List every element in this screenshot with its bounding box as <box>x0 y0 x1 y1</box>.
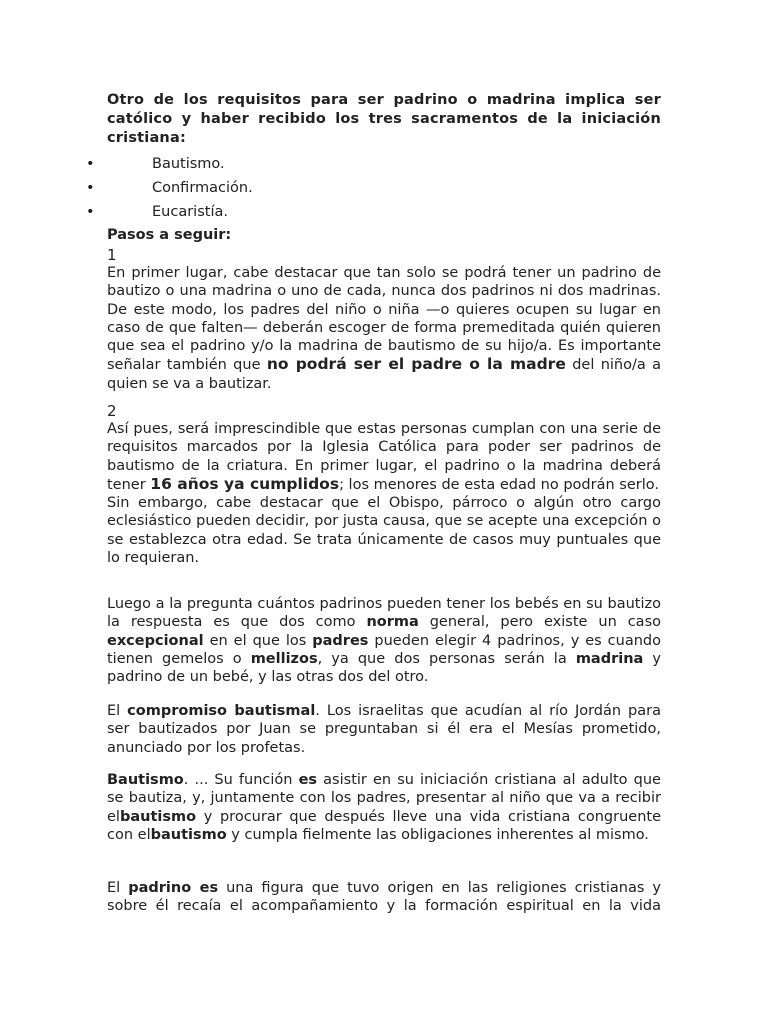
bullet-icon: • <box>86 204 95 220</box>
bullet-icon: • <box>86 156 95 172</box>
text-run: , ya que dos personas serán la <box>317 650 576 667</box>
bold-run: excepcional <box>107 632 204 649</box>
text-run: . Los israelitas que acudían al río Jordán para ser bautizados por Juan se preguntaban si él era el Mesías prometido, anunciado por los profetas. <box>107 703 661 756</box>
steps-heading: Pasos a seguir: <box>107 227 232 243</box>
list-item-label: Eucaristía. <box>152 204 228 220</box>
step-2-text <box>107 420 661 494</box>
bold-run: mellizos <box>250 650 318 667</box>
step-2-bold: 16 años ya cumplidos <box>150 474 340 493</box>
bold-run: compromiso bautismal <box>127 703 316 719</box>
bold-run: es <box>298 772 318 788</box>
step-1 <box>107 247 661 393</box>
list-item-label: Bautismo. <box>152 156 225 172</box>
step-1-text <box>107 264 661 393</box>
bold-run: bautismo <box>119 808 197 825</box>
text-run: pueden elegir 4 padrinos, y es cuando tienen gemelos o <box>107 632 661 667</box>
text-run: El <box>107 880 129 896</box>
step-1-text-a: En primer lugar, cabe destacar que tan solo se podrá tener un padrino de bautizo o una madrina o uno de cada, nunca dos padrinos ni dos madrinas. De este modo, los padres del niño o niña —o quieres ocupen su lugar en caso de que falten— deberán escoger de forma premeditada quién quieren que sea el padrino y/o la madrina de bautismo de su hijo/a. Es importante señalar también que <box>107 265 661 374</box>
paragraph-baptism <box>107 771 661 844</box>
text-run: y cumpla fielmente las obligaciones inherentes al mismo. <box>226 826 649 843</box>
intro-heading: Otro de los requisitos para ser padrino o madrina implica ser católico y haber recibido los tres sacramentos de la iniciación cristiana: <box>107 92 661 146</box>
bold-run: norma <box>366 614 419 631</box>
paragraph-godparents <box>107 595 661 686</box>
step-2 <box>107 403 661 567</box>
bold-run: padrino es <box>128 880 219 896</box>
bold-run: padres <box>312 632 369 649</box>
text-run: general, pero existe un caso <box>418 614 661 631</box>
list-item-label: Confirmación. <box>152 180 253 196</box>
step-1-bold: no podrá ser el padre o la madre <box>266 355 566 374</box>
paragraph-padrino <box>107 879 661 916</box>
text-run: y procurar que después lleve una vida cristiana congruente con el <box>107 808 661 843</box>
text-run: asistir en su iniciación cristiana al adulto que se bautiza, y, juntamente con los padres, presentar al niño que va a recibir el <box>107 772 661 825</box>
text-run: una figura que tuvo origen en las religiones cristianas y sobre él recaía el acompañamiento y la formación espiritual en la vida <box>107 880 661 915</box>
text-run: El <box>107 703 128 719</box>
text-run: y padrino de un bebé, y las otras dos del otro. <box>107 650 661 686</box>
text-run: . ... Su función <box>183 772 299 788</box>
text-run: en el que los <box>203 632 313 649</box>
step-number: 2 <box>107 402 117 420</box>
paragraph-commitment <box>107 702 661 757</box>
step-2-text-b: ; los menores de esta edad no podrán serlo. <box>339 476 659 493</box>
step-number: 1 <box>107 246 117 264</box>
bullet-icon: • <box>86 180 95 196</box>
bold-run: madrina <box>575 650 644 667</box>
bold-run: Bautismo <box>107 772 184 788</box>
text-run: Luego a la pregunta cuántos padrinos pueden tener los bebés en su bautizo la respuesta es que dos como <box>107 596 661 631</box>
step-2-text-c: Sin embargo, cabe destacar que el Obispo, párroco o algún otro cargo eclesiástico pueden decidir, por justa causa, que se acepte una excepción o se establezca otra edad. Se trata únicamente de casos muy puntuales que lo requieran. <box>107 495 661 567</box>
step-2-text-a: Así pues, será imprescindible que estas personas cumplan con una serie de requisitos marcados por la Iglesia Católica para poder ser padrinos de bautismo de la criatura. En primer lugar, el padrino o la madrina deberá tener <box>107 421 661 493</box>
step-1-text-b: del niño/a a quien se va a bautizar. <box>107 357 662 392</box>
bold-run: bautismo <box>150 826 227 843</box>
